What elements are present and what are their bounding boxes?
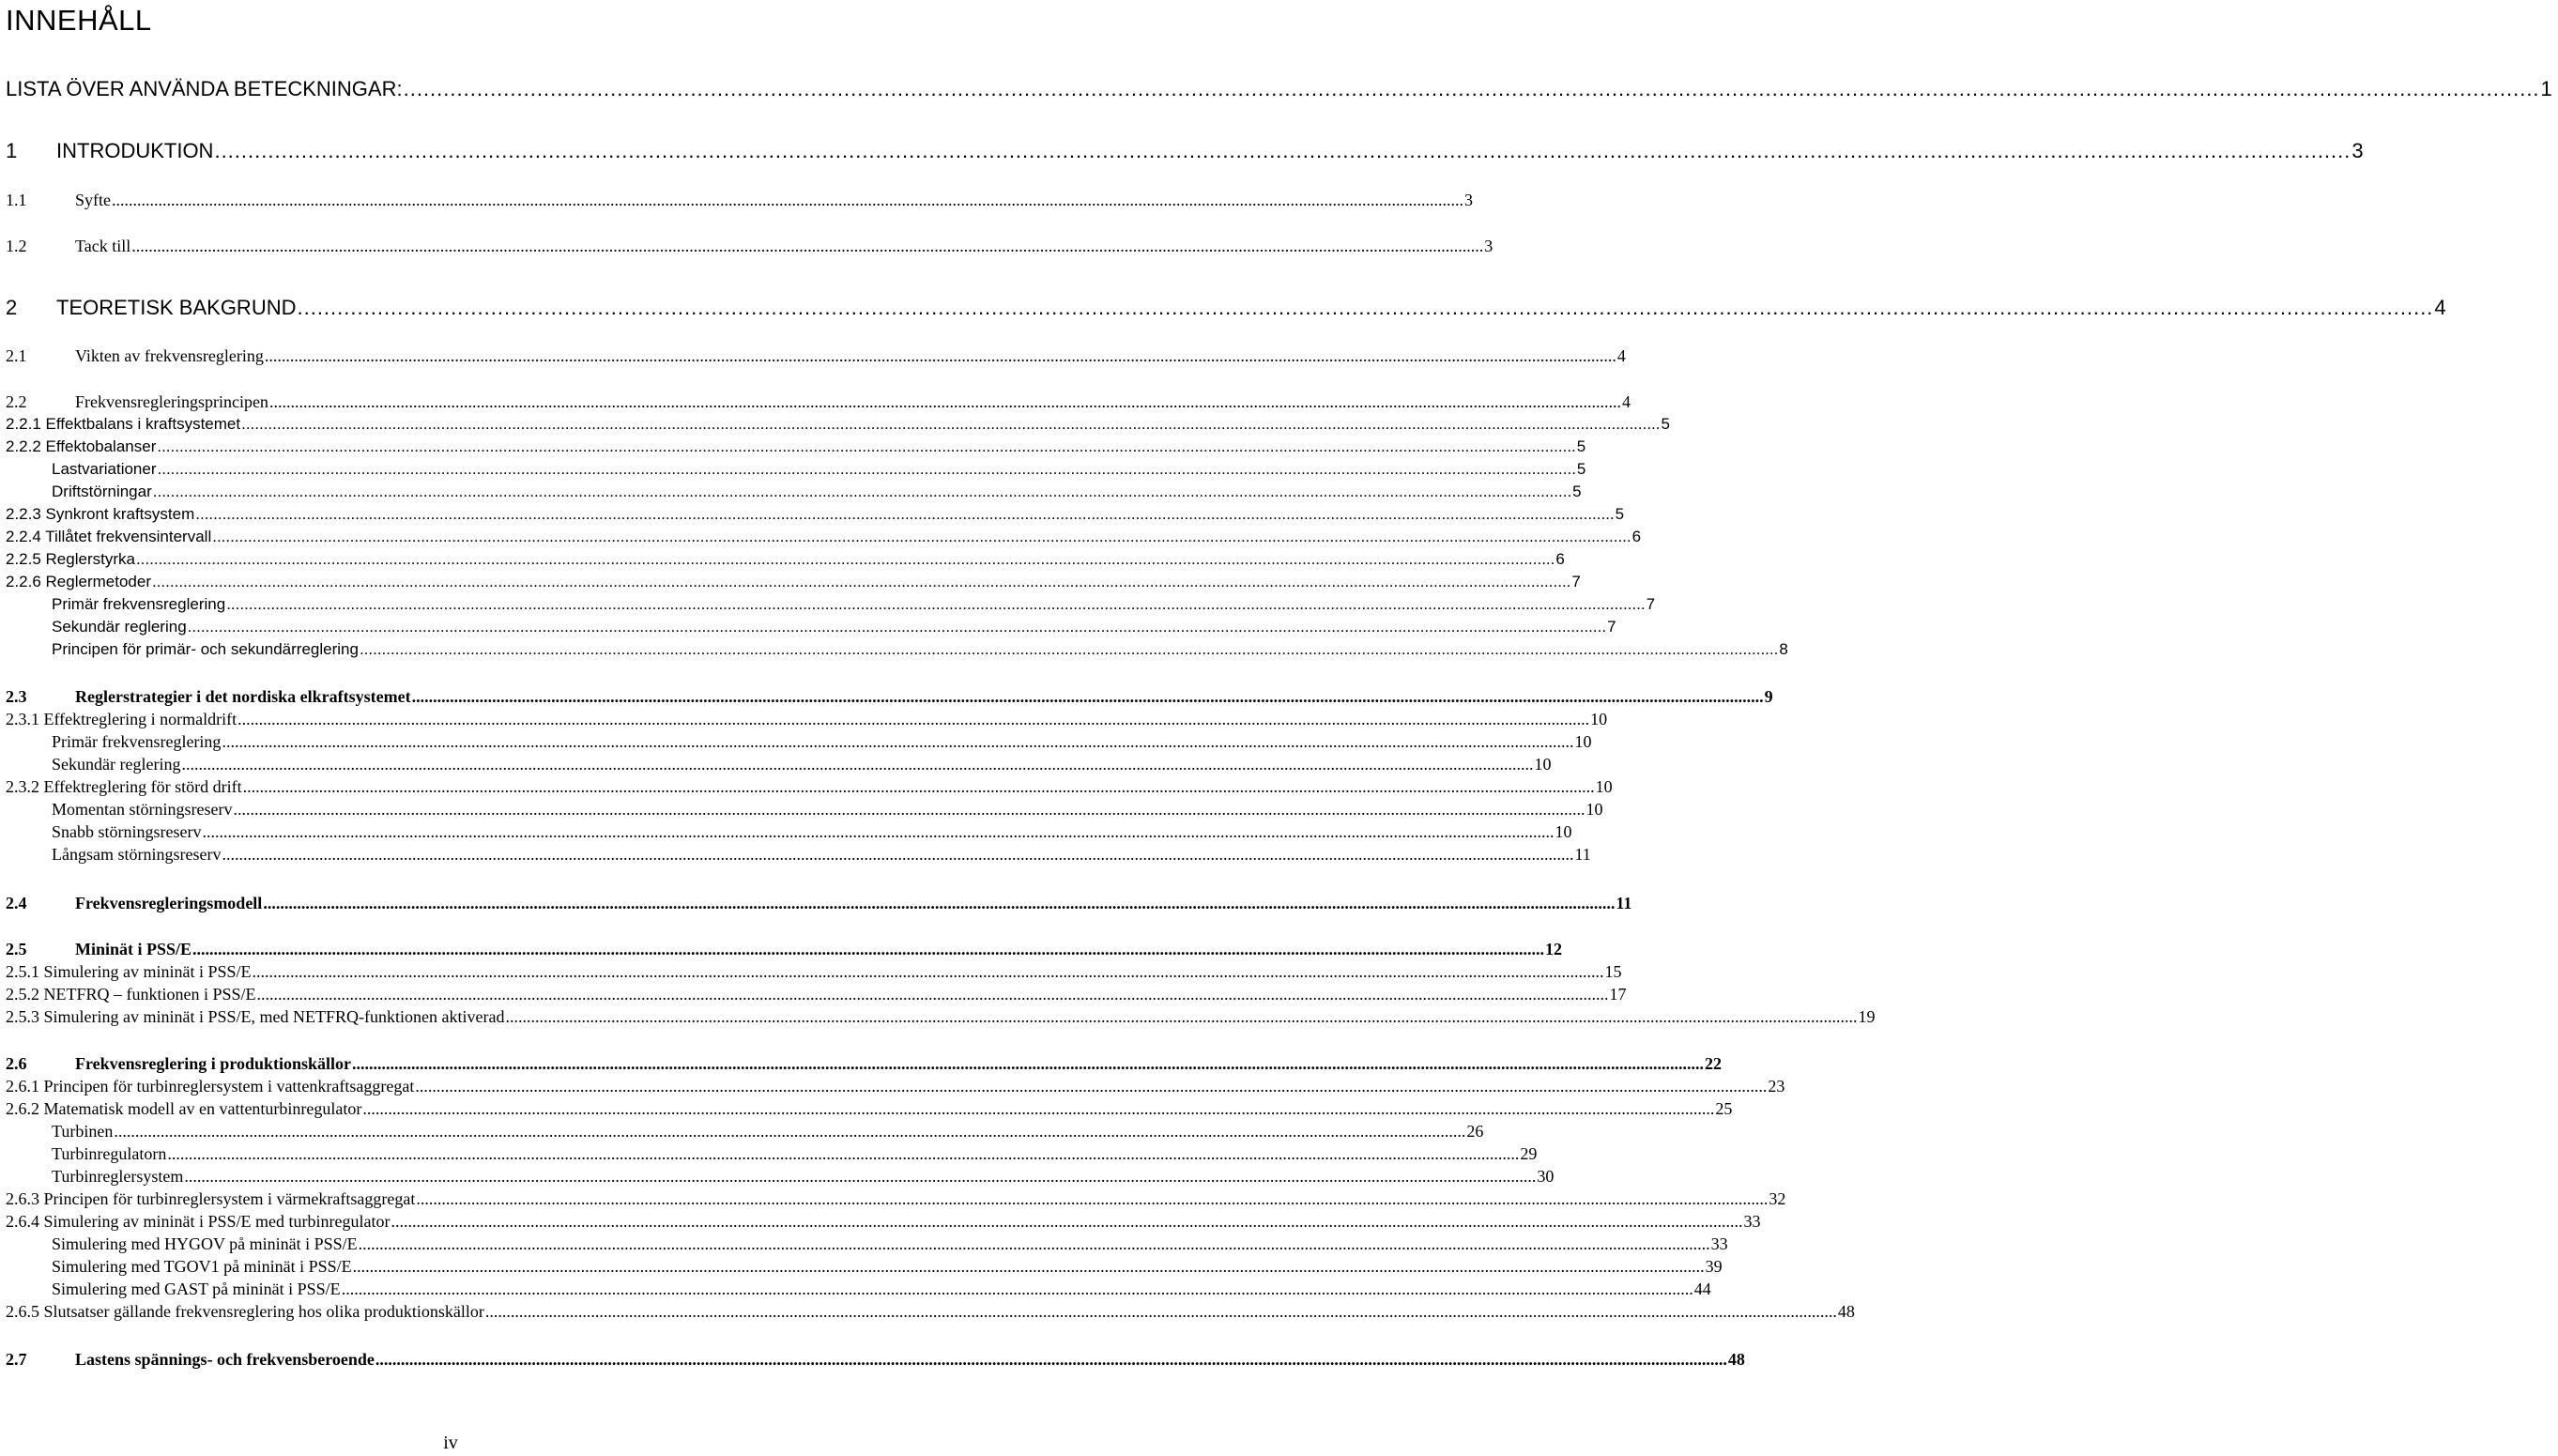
toc-entry-2-6-4[interactable] [0,1212,1761,1234]
toc-entry-lastvariationer[interactable] [0,460,1586,483]
toc-entry-number: 2.7 [6,1350,27,1369]
toc-page-number: 4 [2434,296,2446,319]
toc-entry-vikten[interactable] [0,346,1626,369]
toc-leader [114,1122,1465,1142]
toc-leader [184,1167,1536,1187]
toc-leader [257,985,1609,1004]
toc-entry-number: 1.2 [6,237,27,255]
toc-entry-2-2-3[interactable] [0,505,1625,528]
toc-leader [202,822,1554,842]
toc-entry-text: Långsam störningsreserv [52,845,222,864]
toc-entry-number: 1 [6,139,18,162]
toc-entry-text: Tack till [75,237,131,255]
toc-entry-text: 2.3.1 Effektreglering i normaldrift [6,710,237,728]
toc-page-number: 33 [1743,1212,1761,1231]
toc-page-number: 23 [1768,1077,1785,1096]
toc-page-number: 10 [1534,755,1552,774]
toc-entry-2-6-5[interactable] [0,1302,1855,1325]
toc-entry-sekundar-reglering-2[interactable] [0,755,1552,777]
toc-entry-2-5-2[interactable] [0,985,1627,1007]
toc-leader [263,894,1615,913]
toc-leader [352,1054,1704,1074]
toc-entry-text: Snabb störningsreserv [52,822,202,841]
toc-page-number: 11 [1574,845,1591,864]
toc-entry-hygov[interactable] [0,1234,1728,1257]
toc-page-number: 6 [1555,550,1565,568]
toc-page-number: 5 [1615,505,1625,523]
toc-entry-langsam[interactable] [0,845,1591,867]
toc-page-number: 5 [1661,415,1670,433]
toc-page-number: 26 [1466,1122,1484,1141]
toc-leader [131,237,1483,256]
toc-entry-2-3-1[interactable] [0,710,1608,732]
page-title: INNEHÅLL [6,4,152,37]
toc-entry-primar-frekvensreglering-2[interactable] [0,732,1592,755]
toc-leader [233,800,1585,820]
toc-entry-text: Sekundär reglering [52,755,181,774]
toc-entry-introduktion[interactable] [0,139,2364,167]
toc-entry-text: Driftstörningar [52,483,152,500]
toc-entry-text: INTRODUKTION [56,139,214,162]
toc-entry-principen-primar-sekundar[interactable] [0,640,1788,663]
toc-entry-primar-frekvensreglering[interactable] [0,595,1656,618]
toc-entry-number: 2 [6,296,18,319]
toc-leader [362,1099,1714,1119]
toc-page-number: 5 [1576,437,1586,455]
toc-entry-text: Momentan störningsreserv [52,800,233,819]
toc-entry-2-2-5[interactable] [0,550,1565,573]
toc-entry-text: 2.6.2 Matematisk modell av en vattenturbinregulator [6,1099,362,1118]
toc-page-number: 4 [1621,392,1631,411]
toc-entry-text: Vikten av frekvensreglering [75,346,264,365]
toc-leader [243,777,1595,797]
toc-page-number: 19 [1858,1007,1876,1026]
toc-entry-tack-till[interactable] [0,237,1493,259]
toc-leader [269,392,1621,412]
toc-entry-text: Turbinregulatorn [52,1144,167,1163]
toc-leader [112,191,1463,210]
toc-leader [188,618,1606,636]
toc-entry-text: LISTA ÖVER ANVÄNDA BETECKNINGAR: [6,77,403,100]
toc-entry-text: Lastens spännings- och frekvensberoende [75,1350,375,1369]
toc-page-number: 30 [1537,1167,1555,1186]
footer-page-number: iv [443,1433,458,1453]
toc-page-number: 15 [1604,962,1622,981]
toc-page-number: 29 [1520,1144,1538,1163]
toc-page-number: 39 [1705,1257,1723,1276]
toc-entry-2-5-1[interactable] [0,962,1622,985]
toc-entry-text: Syfte [75,191,111,209]
toc-leader [241,415,1660,434]
toc-leader [485,1302,1837,1322]
toc-entry-text: 2.5.1 Simulering av mininät i PSS/E [6,962,252,981]
toc-page-number: 10 [1590,710,1608,728]
toc-entry-text: TEORETISK BAKGRUND [56,296,297,319]
toc-entry-text: 2.2.4 Tillåtet frekvensintervall [6,528,212,545]
toc-leader [342,1280,1693,1299]
toc-entry-2-5-3[interactable] [0,1007,1876,1030]
toc-entry-text: 2.2.5 Reglerstyrka [6,550,135,568]
toc-page-number: 3 [1464,191,1473,209]
toc-entry-2-4[interactable] [0,894,1632,916]
toc-page-number: 25 [1715,1099,1733,1118]
toc-page-number: 48 [1727,1350,1745,1369]
toc-entry-text: 2.2.3 Synkront kraftsystem [6,505,195,523]
toc-entry-driftstorningar[interactable] [0,483,1582,505]
toc-entry-2-5[interactable] [0,940,1563,962]
toc-entry-text: 2.6.4 Simulering av mininät i PSS/E med turbinregulator [6,1212,391,1231]
toc-entry-text: Simulering med TGOV1 på mininät i PSS/E [52,1257,352,1276]
toc-entry-text: Turbinreglersystem [52,1167,184,1186]
toc-page-number: 3 [2351,139,2364,162]
toc-entry-frekvensregleringsprincipen[interactable] [0,392,1631,415]
toc-entry-2-6[interactable] [0,1054,1723,1077]
toc-leader [152,573,1570,591]
toc-leader [375,1350,1727,1370]
toc-page-number: 11 [1616,894,1632,912]
toc-entry-snabb[interactable] [0,822,1572,845]
toc-entry-number: 2.6 [6,1054,27,1073]
toc-leader [391,1212,1742,1232]
toc-leader [360,640,1778,659]
toc-entry-2-7[interactable] [0,1350,1745,1372]
toc-entry-text: 2.5.2 NETFRQ – funktionen i PSS/E [6,985,256,1004]
toc-leader [222,732,1573,752]
toc-leader [237,710,1589,729]
toc-page-number: 5 [1572,483,1582,500]
toc-page-number: 3 [1484,237,1493,255]
toc-entry-text: 2.6.5 Slutsatser gällande frekvensreglering hos olika produktionskällor [6,1302,484,1321]
toc-entry-number: 1.1 [6,191,27,209]
toc-leader [158,460,1576,479]
toc-entry-2-2-4[interactable] [0,528,1642,550]
toc-entry-2-6-3[interactable] [0,1189,1786,1212]
toc-entry-text: Simulering med GAST på mininät i PSS/E [52,1280,341,1298]
toc-leader [157,437,1575,456]
toc-leader [416,1189,1768,1209]
toc-entry-text: Principen för primär- och sekundärreglering [52,640,359,658]
toc-entry-text: 2.3.2 Effektreglering för störd drift [6,777,242,796]
toc-page-number: 32 [1769,1189,1786,1208]
toc-entry-2-2-2[interactable] [0,437,1586,460]
toc-leader [136,550,1555,569]
toc-page-number: 8 [1779,640,1788,658]
toc-page-number: 4 [1616,346,1626,365]
toc-leader [359,1234,1710,1254]
toc-entry-notation-list[interactable] [0,77,2552,105]
toc-page-number: 12 [1545,940,1563,958]
toc-entry-number: 2.4 [6,894,27,912]
toc-page-number: 7 [1571,573,1581,590]
toc-leader [192,940,1544,959]
toc-entry-text: Simulering med HYGOV på mininät i PSS/E [52,1234,358,1253]
toc-leader [153,483,1571,501]
toc-leader [167,1144,1519,1164]
toc-page-number: 44 [1693,1280,1711,1298]
toc-leader [505,1007,1857,1027]
toc-leader [297,296,2433,320]
toc-entry-2-6-1[interactable] [0,1077,1785,1099]
toc-entry-syfte[interactable] [0,191,1473,213]
toc-entry-tgov1[interactable] [0,1257,1723,1280]
toc-leader [181,755,1533,774]
toc-entry-text: Sekundär reglering [52,618,187,636]
toc-entry-sekundar-reglering[interactable] [0,618,1616,640]
toc-entry-text: Frekvensregleringsprincipen [75,392,268,411]
toc-page-number: 10 [1585,800,1603,819]
toc-page-number: 48 [1837,1302,1855,1321]
toc-entry-text: Lastvariationer [52,460,157,478]
toc-entry-turbinreglersystem[interactable] [0,1167,1555,1189]
toc-page-number: 22 [1705,1054,1723,1073]
toc-leader [226,595,1645,614]
toc-page-number: 33 [1710,1234,1728,1253]
toc-entry-teoretisk-bakgrund[interactable] [0,296,2446,324]
toc-entry-gast[interactable] [0,1280,1711,1302]
toc-entry-text: 2.6.3 Principen för turbinreglersystem i värmekraftsaggregat [6,1189,416,1208]
toc-entry-text: 2.2.2 Effektobalanser [6,437,157,455]
toc-leader [222,845,1573,865]
toc-page-number: 7 [1646,595,1656,613]
toc-page-number: 5 [1576,460,1586,478]
toc-page-number: 7 [1607,618,1616,636]
toc-entry-2-6-2[interactable] [0,1099,1733,1122]
toc-leader [214,139,2351,163]
toc-entry-number: 2.5 [6,940,27,958]
toc-page-number: 9 [1764,687,1773,706]
toc-entry-text: 2.5.3 Simulering av mininät i PSS/E, med NETFRQ-funktionen aktiverad [6,1007,505,1026]
toc-leader [415,1077,1767,1096]
toc-entry-text: 2.2.6 Reglermetoder [6,573,151,590]
toc-page-number: 10 [1555,822,1572,841]
toc-leader [195,505,1614,524]
toc-entry-turbinregulatorn[interactable] [0,1144,1538,1167]
toc-leader [353,1257,1705,1277]
toc-entry-2-2-6[interactable] [0,573,1581,595]
toc-entry-text: Primär frekvensreglering [52,732,222,751]
toc-page-number: 1 [2540,77,2552,100]
toc-page-number: 10 [1595,777,1613,796]
toc-entry-number: 2.3 [6,687,27,706]
toc-entry-text: Mininät i PSS/E [75,940,192,958]
toc-leader [212,528,1631,546]
toc-page-number: 10 [1574,732,1592,751]
toc-entry-2-2-1[interactable] [0,415,1670,437]
toc-entry-text: Turbinen [52,1122,114,1141]
toc-entry-text: Frekvensreglering i produktionskällor [75,1054,352,1073]
toc-leader [404,77,2540,101]
toc-entry-text: Primär frekvensreglering [52,595,226,613]
toc-page-number: 17 [1609,985,1627,1004]
toc-leader [265,346,1616,366]
toc-entry-text: 2.6.1 Principen för turbinreglersystem i vattenkraftsaggregat [6,1077,415,1096]
toc-entry-number: 2.2 [6,392,27,411]
toc-page-number: 6 [1631,528,1642,545]
toc-entry-turbinen[interactable] [0,1122,1484,1144]
toc-entry-text: Reglerstrategier i det nordiska elkraftsystemet [75,687,411,706]
toc-entry-2-3[interactable] [0,687,1773,710]
toc-leader [412,687,1764,707]
toc-entry-2-3-2[interactable] [0,777,1613,800]
toc-entry-text: 2.2.1 Effektbalans i kraftsystemet [6,415,241,433]
toc-entry-momentan[interactable] [0,800,1603,822]
toc-entry-text: Frekvensregleringsmodell [75,894,263,912]
toc-entry-number: 2.1 [6,346,27,365]
toc-leader [253,962,1604,982]
